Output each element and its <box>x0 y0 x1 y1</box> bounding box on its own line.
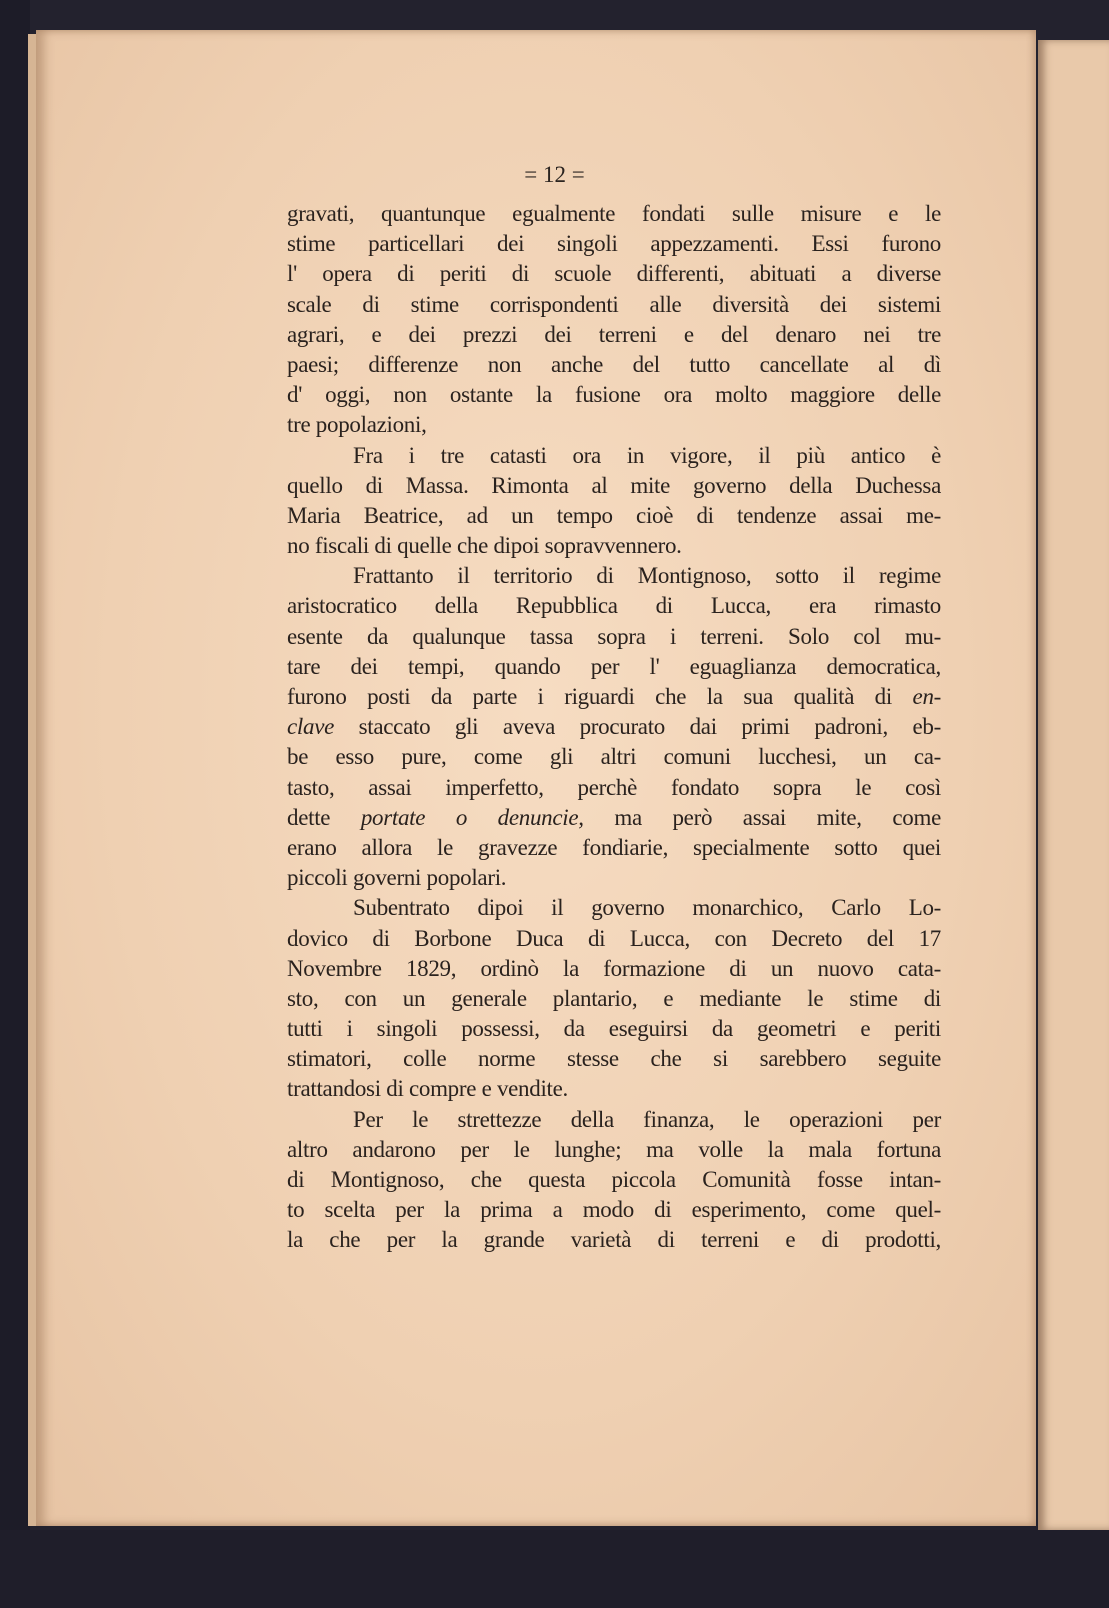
text-segment: dette <box>287 804 361 830</box>
text-line <box>287 1225 941 1255</box>
text-line <box>287 984 941 1014</box>
text-segment: la che per la grande varietà di terreni e di prodotti, <box>287 1227 941 1253</box>
text-line <box>287 259 941 289</box>
text-segment: Frattanto il territorio di Montignoso, sotto il regime <box>353 563 941 589</box>
text-segment: tutti i singoli possessi, da eseguirsi da geometri e periti <box>287 1016 941 1042</box>
text-line <box>287 199 941 229</box>
text-segment: trattandosi di compre e vendite. <box>287 1076 568 1102</box>
text-segment: erano allora le gravezze fondiarie, specialmente sotto quei <box>287 834 941 860</box>
text-segment: agrari, e dei prezzi dei terreni e del denaro nei tre <box>287 321 941 347</box>
text-line <box>287 320 941 350</box>
text-segment: to scelta per la prima a modo di esperimento, come quel- <box>287 1197 941 1223</box>
text-segment: esente da qualunque tassa sopra i terreni. Solo col mu- <box>287 623 941 649</box>
text-segment: stime particellari dei singoli appezzamenti. Essi furono <box>287 231 941 257</box>
text-segment: scale di stime corrispondenti alle diversità dei sistemi <box>287 291 941 317</box>
text-line <box>287 924 941 954</box>
text-line <box>287 652 941 682</box>
italic-text: portate o denuncie, <box>360 804 584 830</box>
text-segment: aristocratico della Repubblica di Lucca, era rimasto <box>287 593 941 619</box>
text-segment: be esso pure, come gli altri comuni lucchesi, un ca- <box>287 744 941 770</box>
text-line <box>287 290 941 320</box>
italic-text: en- <box>912 684 941 709</box>
text-segment: tasto, assai imperfetto, perchè fondato sopra le così <box>287 774 941 800</box>
text-segment: sto, con un generale plantario, e mediante le stime di <box>287 985 941 1011</box>
text-segment: l' opera di periti di scuole differenti, abituati a diverse <box>287 261 941 287</box>
text-line <box>287 1165 941 1195</box>
text-line <box>287 803 941 833</box>
text-segment: dovico di Borbone Duca di Lucca, con Decreto del 17 <box>287 925 941 951</box>
text-line <box>287 501 941 531</box>
text-segment: ma però assai mite, come <box>583 804 941 830</box>
text-line <box>287 773 941 803</box>
text-line <box>287 380 941 410</box>
text-segment: Fra i tre catasti ora in vigore, il più antico è <box>353 442 941 468</box>
text-line <box>287 229 941 259</box>
text-segment: furono posti da parte i riguardi che la sua qualità di <box>287 684 913 709</box>
text-segment: Per le strettezze della finanza, le operazioni per <box>353 1106 941 1132</box>
text-segment: stimatori, colle norme stesse che si sarebbero seguite <box>287 1046 941 1072</box>
page-number: = 12 = <box>524 162 585 187</box>
text-line <box>287 531 941 561</box>
text-line <box>287 410 941 440</box>
text-line <box>287 1074 941 1104</box>
text-line <box>287 471 941 501</box>
text-segment: di Montignoso, che questa piccola Comunità fosse intan- <box>287 1167 941 1192</box>
text-line <box>287 682 941 712</box>
text-segment: tare dei tempi, quando per l' eguaglianza democratica, <box>287 653 941 679</box>
text-line <box>287 441 941 471</box>
text-line <box>287 863 941 893</box>
book-spine-background <box>0 0 30 1608</box>
text-line <box>287 561 941 591</box>
text-segment: Maria Beatrice, ad un tempo cioè di tendenze assai me- <box>287 502 941 528</box>
text-line <box>287 1044 941 1074</box>
scan-background <box>0 1530 1109 1608</box>
text-segment: d' oggi, non ostante la fusione ora molto maggiore delle <box>287 382 941 408</box>
text-segment: tre popolazioni, <box>287 412 427 438</box>
text-line <box>287 893 941 923</box>
body-text <box>287 199 941 1256</box>
text-line <box>287 591 941 621</box>
text-segment: piccoli governi popolari. <box>287 865 507 891</box>
text-line <box>287 742 941 772</box>
text-segment: Novembre 1829, ordinò la formazione di un nuovo cata- <box>287 955 941 981</box>
text-segment: paesi; differenze non anche del tutto cancellate al dì <box>287 351 941 377</box>
text-segment: quello di Massa. Rimonta al mite governo della Duchessa <box>287 472 941 498</box>
text-segment: gravati, quantunque egualmente fondati sulle misure e le <box>287 201 941 226</box>
text-line <box>287 1014 941 1044</box>
text-segment: altro andarono per le lunghe; ma volle la mala fortuna <box>287 1136 941 1162</box>
text-line <box>287 622 941 652</box>
text-line <box>287 833 941 863</box>
text-line <box>287 1135 941 1165</box>
adjacent-page-edge <box>1038 40 1109 1530</box>
text-line <box>287 712 941 742</box>
text-segment: staccato gli aveva procurato dai primi padroni, eb- <box>334 714 941 740</box>
text-line <box>287 1105 941 1135</box>
text-segment: no fiscali di quelle che dipoi sopravvennero. <box>287 533 682 559</box>
text-line <box>287 954 941 984</box>
text-line <box>287 1195 941 1225</box>
text-line <box>287 350 941 380</box>
text-segment: Subentrato dipoi il governo monarchico, Carlo Lo- <box>353 895 941 921</box>
italic-text: clave <box>287 714 335 740</box>
